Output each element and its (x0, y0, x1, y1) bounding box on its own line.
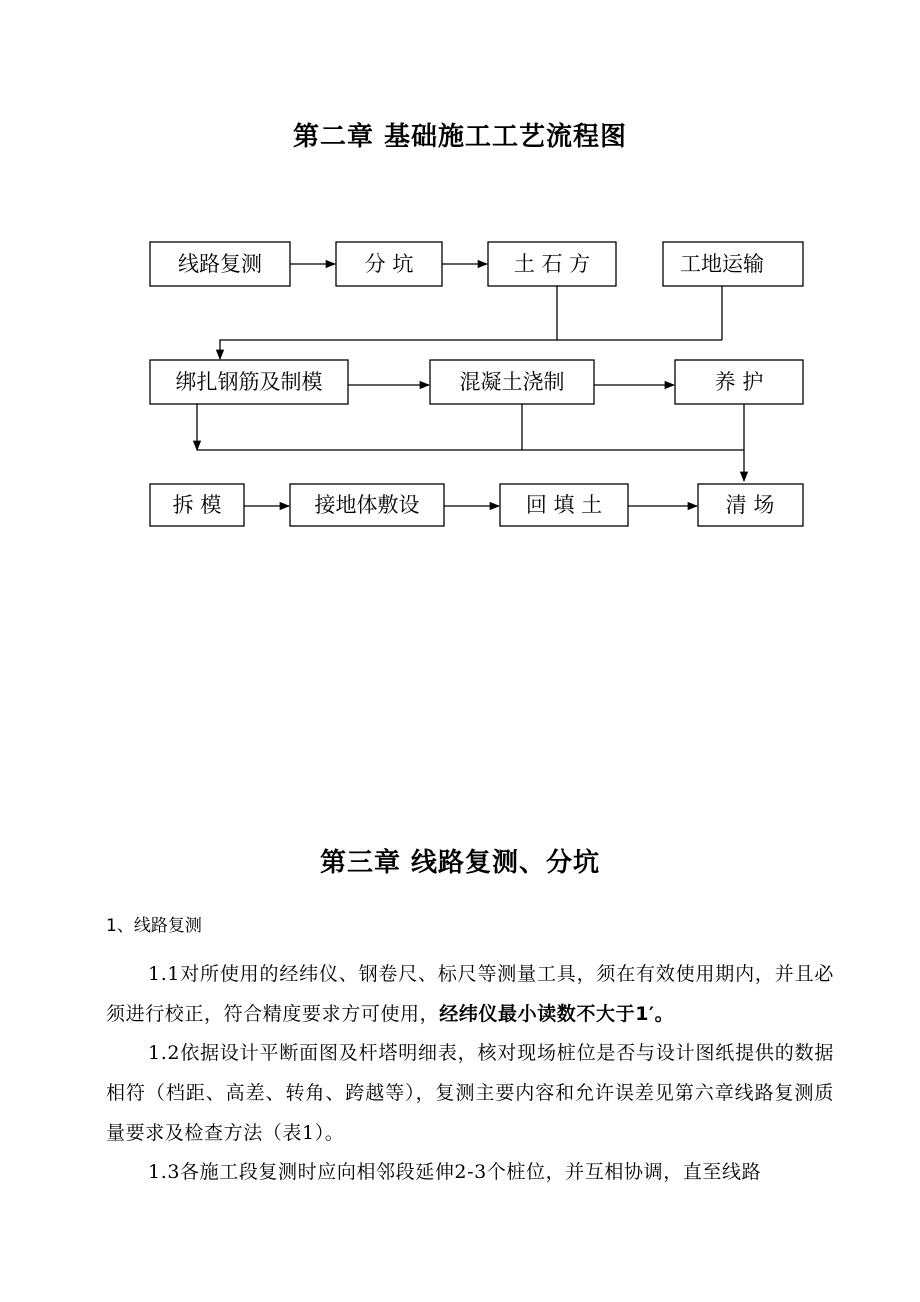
paragraph-1-1-text: 1.1对所使用的经纬仪、钢卷尺、标尺等测量工具，须在有效使用期内，并且必须进行校正，符合精度要求方可使用， (106, 963, 834, 1025)
arrow-merge-to-rebar (220, 340, 722, 359)
paragraph-1-3: 1.3各施工段复测时应向相邻段延伸2-3个桩位，并互相协调，直至线路 (148, 1161, 762, 1183)
node-grounding-install (290, 484, 444, 526)
node-pit-layout-label: 分 坑 (364, 252, 414, 276)
paragraph-1-1-bold: 经纬仪最小读数不大于1′。 (439, 1003, 675, 1025)
node-backfill-label: 回 填 土 (525, 493, 603, 517)
node-earthwork (488, 242, 616, 286)
node-earthwork-label: 土 石 方 (513, 252, 591, 276)
paragraph-1-2: 1.2依据设计平断面图及杆塔明细表，核对现场桩位是否与设计图纸提供的数据相符（档距、高差、转角、跨越等），复测主要内容和允许误差见第六章线路复测质量要求及检查方法（表1）。 (106, 1042, 834, 1144)
paragraph-1-1 (106, 954, 834, 1034)
node-demold (150, 484, 244, 526)
node-site-transport (663, 242, 803, 286)
node-concrete-pouring-label: 混凝土浇制 (459, 370, 565, 394)
section-1-heading: 1、线路复测 (106, 916, 202, 936)
node-curing-label: 养 护 (714, 370, 764, 394)
construction-flowchart (0, 0, 920, 600)
node-rebar-formwork (150, 360, 348, 404)
node-pit-layout (336, 242, 442, 286)
node-line-survey (150, 242, 290, 286)
node-curing (675, 360, 803, 404)
chapter-3-title: 第三章 线路复测、分坑 (319, 848, 601, 878)
node-line-survey-label: 线路复测 (178, 252, 262, 276)
node-site-cleanup (698, 484, 803, 526)
node-grounding-install-label: 接地体敷设 (314, 493, 420, 517)
node-site-cleanup-label: 清 场 (725, 493, 775, 517)
node-backfill (500, 484, 628, 526)
node-demold-label: 拆 模 (172, 493, 222, 517)
node-site-transport-label: 工地运输 (680, 252, 764, 276)
node-concrete-pouring (430, 360, 594, 404)
chapter-2-title: 第二章 基础施工工艺流程图 (292, 122, 628, 152)
node-rebar-formwork-label: 绑扎钢筋及制模 (175, 370, 323, 394)
